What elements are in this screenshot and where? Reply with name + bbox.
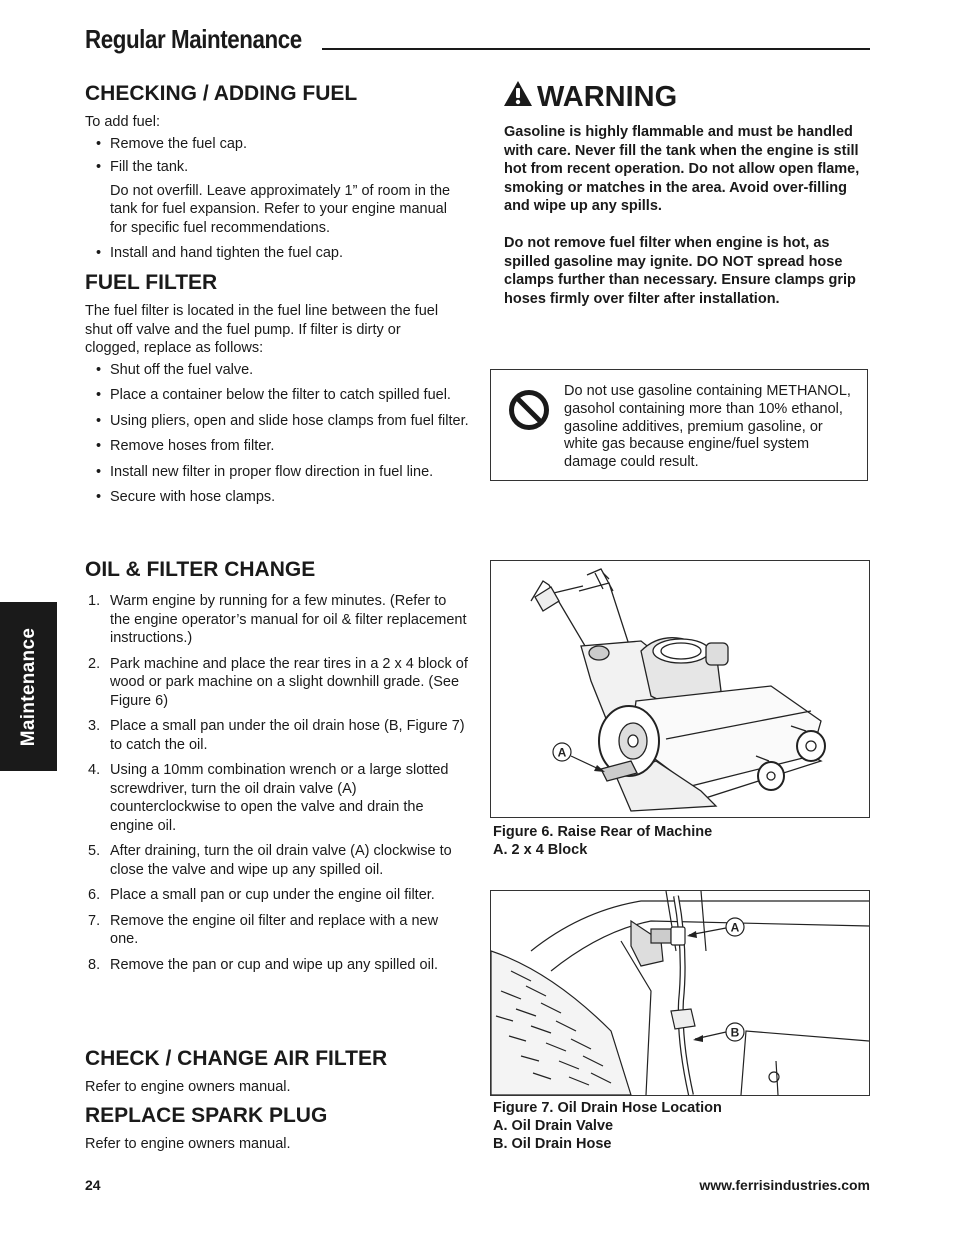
figure-7-caption (493, 1099, 722, 1153)
fuel-list-end (85, 244, 470, 263)
list-item: • Shut off the fuel valve. (85, 361, 470, 380)
list-item: • Fill the tank. (85, 158, 470, 177)
list-item: • Remove the fuel cap. (85, 135, 470, 154)
list-item: 2. Park machine and place the rear tires in a 2 x 4 block of wood or park machine on a slight downhill grade. (See Figure 6) (88, 655, 468, 709)
section-fuel (85, 82, 470, 270)
page-title: Regular Maintenance (85, 24, 302, 54)
footer-url: www.ferrisindustries.com (699, 1177, 870, 1193)
figure-6-caption-a: A. 2 x 4 Block (493, 842, 588, 858)
oil-heading: OIL & FILTER CHANGE (85, 558, 316, 581)
section-spark-plug (85, 1104, 470, 1154)
side-tab-label: Maintenance (17, 627, 39, 746)
list-item: 1. Warm engine by running for a few minutes. (Refer to the engine operator’s manual for oil & filter replacement instructions.) (88, 593, 467, 646)
fuel-heading: CHECKING / ADDING FUEL (85, 82, 358, 105)
air-filter-text: Refer to engine owners manual. (85, 1079, 291, 1095)
list-item: • Install new filter in proper flow direction in fuel line. (85, 463, 470, 482)
fuel-note: Do not overfill. Leave approximately 1” of room in the tank for fuel expansion. Refer to your engine manual for specific fuel recommendations. (110, 182, 451, 236)
fuel-intro: To add fuel: (85, 114, 160, 130)
side-tab (0, 602, 57, 771)
list-item: 7. Remove the engine oil filter and replace with a new one. (88, 912, 439, 947)
figure-7-image (490, 890, 870, 1096)
list-item: 5. After draining, turn the oil drain valve (A) clockwise to close the valve and wipe up any spilled oil. (88, 843, 452, 878)
notice-box (490, 369, 868, 481)
list-item: • Remove hoses from filter. (85, 437, 470, 456)
figure-7-caption-b: B. Oil Drain Hose (493, 1136, 612, 1152)
air-filter-heading: CHECK / CHANGE AIR FILTER (85, 1047, 388, 1070)
figure-7-caption-title: Figure 7. Oil Drain Hose Location (493, 1100, 722, 1116)
prohibition-icon (508, 389, 550, 436)
list-item: • Using pliers, open and slide hose clamps from fuel filter. (85, 412, 470, 431)
section-oil (85, 558, 470, 981)
figure-6-caption (493, 823, 712, 859)
warning-para-1: Gasoline is highly flammable and must be handled with care. Never fill the tank when the engine is still hot from recent operation. Do not allow open flame, smoking or matches in the area. Avoid over-filling and wipe up any spills. (504, 124, 860, 215)
figure-7-callout-b: B (730, 1025, 740, 1040)
list-item: • Install and hand tighten the fuel cap. (85, 244, 470, 263)
fuel-filter-intro: The fuel filter is located in the fuel line between the fuel shut off valve and the fuel pump. If filter is dirty or clogged, replace as follows: (85, 303, 439, 356)
figure-6-callout-a: A (557, 745, 567, 760)
fuel-filter-heading: FUEL FILTER (85, 271, 218, 294)
figure-6-caption-title: Figure 6. Raise Rear of Machine (493, 824, 713, 840)
warning-title-text: WARNING (537, 81, 678, 113)
fuel-list (85, 135, 470, 177)
section-air-filter (85, 1047, 470, 1097)
section-fuel-filter (85, 271, 470, 514)
page-number: 24 (85, 1177, 101, 1193)
warning-title (503, 80, 677, 115)
warning-triangle-icon (503, 80, 533, 115)
spark-plug-text: Refer to engine owners manual. (85, 1136, 291, 1152)
warning-para-2: Do not remove fuel filter when engine is hot, as spilled gasoline may ignite. DO NOT spread hose clamps further than necessary. Ensure clamps grip hoses firmly over filter after installation. (504, 234, 856, 307)
oil-list (85, 592, 470, 974)
fuel-filter-list (85, 361, 470, 507)
list-item: 8. Remove the pan or cup and wipe up any spilled oil. (88, 956, 439, 973)
list-item: 3. Place a small pan under the oil drain hose (B, Figure 7) to catch the oil. (88, 718, 465, 753)
list-item: • Place a container below the filter to catch spilled fuel. (85, 386, 470, 405)
warning-text (504, 123, 864, 308)
list-item: 4. Using a 10mm combination wrench or a large slotted screwdriver, turn the oil drain valve (A) counterclockwise to open the valve and drain the engine oil. (88, 762, 449, 834)
list-item: • Secure with hose clamps. (85, 488, 470, 507)
notice-text: Do not use gasoline containing METHANOL, gasohol containing more than 10% ethanol, gasoline additives, premium gasoline, or white gas because engine/fuel system damage could result. (564, 383, 851, 471)
figure-7-caption-a: A. Oil Drain Valve (493, 1118, 614, 1134)
title-rule (322, 48, 870, 50)
figure-6-image (490, 560, 870, 818)
list-item: 6. Place a small pan or cup under the engine oil filter. (88, 887, 435, 903)
spark-plug-heading: REPLACE SPARK PLUG (85, 1104, 328, 1127)
figure-7-callout-a: A (730, 920, 740, 935)
